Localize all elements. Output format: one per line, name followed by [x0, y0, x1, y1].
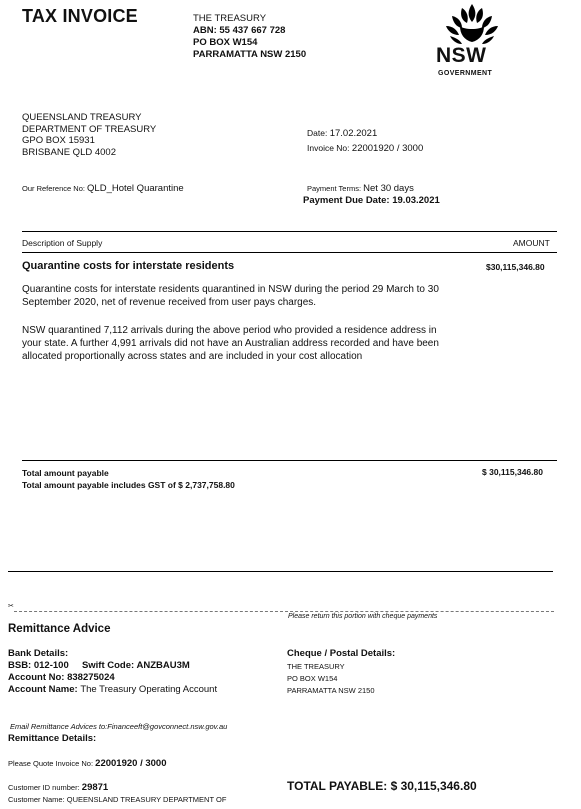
- issuer-address: [193, 13, 306, 61]
- customer-line: DEPARTMENT OF TREASURY: [22, 123, 157, 135]
- tear-off-line: [14, 611, 554, 612]
- payment-terms: Payment Terms: Net 30 days: [307, 183, 414, 194]
- quote-invoice-number: Please Quote Invoice No: 22001920 / 3000: [8, 758, 167, 769]
- invoice-meta: [307, 126, 423, 156]
- totals-rule: [22, 460, 557, 461]
- remittance-email: Email Remittance Advices to:Financeeft@govconnect.nsw.gov.au: [10, 722, 228, 731]
- account-name: Account Name: The Treasury Operating Account: [8, 684, 218, 695]
- gst-text: Total amount payable includes GST of $ 2,737,758.80: [22, 480, 235, 490]
- cheque-line: PO BOX W154: [287, 674, 338, 683]
- bank-label: Bank Details:: [8, 648, 69, 659]
- issuer-line: THE TREASURY: [193, 13, 267, 24]
- line-item-paragraph: Quarantine costs for interstate residents quarantined in NSW during the period 29 March to 30 September 2020, net of revenue received from user pays charges.: [22, 284, 439, 308]
- customer-id: Customer ID number: 29871: [8, 782, 109, 793]
- document-title: TAX INVOICE: [22, 6, 138, 26]
- customer-line: GPO BOX 15931: [22, 135, 95, 146]
- issuer-line: ABN: 55 437 667 728: [193, 25, 286, 36]
- invoice-number: Invoice No: 22001920 / 3000: [307, 143, 424, 154]
- column-header-description: Description of Supply: [22, 238, 103, 248]
- invoice-date: Date: 17.02.2021: [307, 128, 378, 139]
- payment-due-date: Payment Due Date: 19.03.2021: [303, 195, 440, 206]
- cheque-label: Cheque / Postal Details:: [287, 648, 396, 659]
- logo-nsw-text: NSW: [436, 44, 487, 67]
- total-amount: $ 30,115,346.80: [482, 467, 543, 477]
- totals-block: [22, 467, 235, 491]
- line-item-amount: $30,115,346.80: [486, 262, 545, 272]
- table-header-rule: [22, 252, 557, 253]
- cheque-address: [287, 661, 375, 697]
- table-top-rule: [22, 231, 557, 232]
- account-number: Account No: 838275024: [8, 672, 115, 683]
- remittance-heading: Remittance Advice: [8, 623, 111, 635]
- cheque-line: THE TREASURY: [287, 662, 345, 671]
- our-reference: Our Reference No: QLD_Hotel Quarantine: [22, 183, 184, 194]
- customer-name: Customer Name: QUEENSLAND TREASURY DEPARTMENT OF: [8, 795, 227, 804]
- logo-government-text: GOVERNMENT: [438, 70, 493, 77]
- issuer-line: PARRAMATTA NSW 2150: [193, 49, 307, 60]
- bsb-swift: BSB: 012-100 Swift Code: ANZBAU3M: [8, 660, 190, 671]
- line-item-title: Quarantine costs for interstate residents: [22, 260, 235, 272]
- line-item-paragraph: NSW quarantined 7,112 arrivals during the above period who provided a residence address in your state. A further 4,991 arrivals did not have an Australian address recorded and have been allocated proportionally across states and are included in your cost allocation: [22, 325, 439, 362]
- total-label: Total amount payable: [22, 468, 109, 478]
- scissors-icon: ✂: [8, 603, 14, 610]
- remittance-details-label: Remittance Details:: [8, 733, 97, 744]
- column-header-amount: AMOUNT: [513, 238, 550, 248]
- customer-line: QUEENSLAND TREASURY: [22, 112, 142, 123]
- bank-details: [8, 648, 217, 696]
- customer-address: [22, 112, 156, 158]
- issuer-line: PO BOX W154: [193, 37, 258, 48]
- return-note: Please return this portion with cheque payments: [288, 613, 438, 620]
- section-rule: [8, 571, 553, 572]
- total-payable: TOTAL PAYABLE: $ 30,115,346.80: [287, 779, 477, 793]
- customer-line: BRISBANE QLD 4002: [22, 146, 116, 158]
- cheque-line: PARRAMATTA NSW 2150: [287, 686, 375, 695]
